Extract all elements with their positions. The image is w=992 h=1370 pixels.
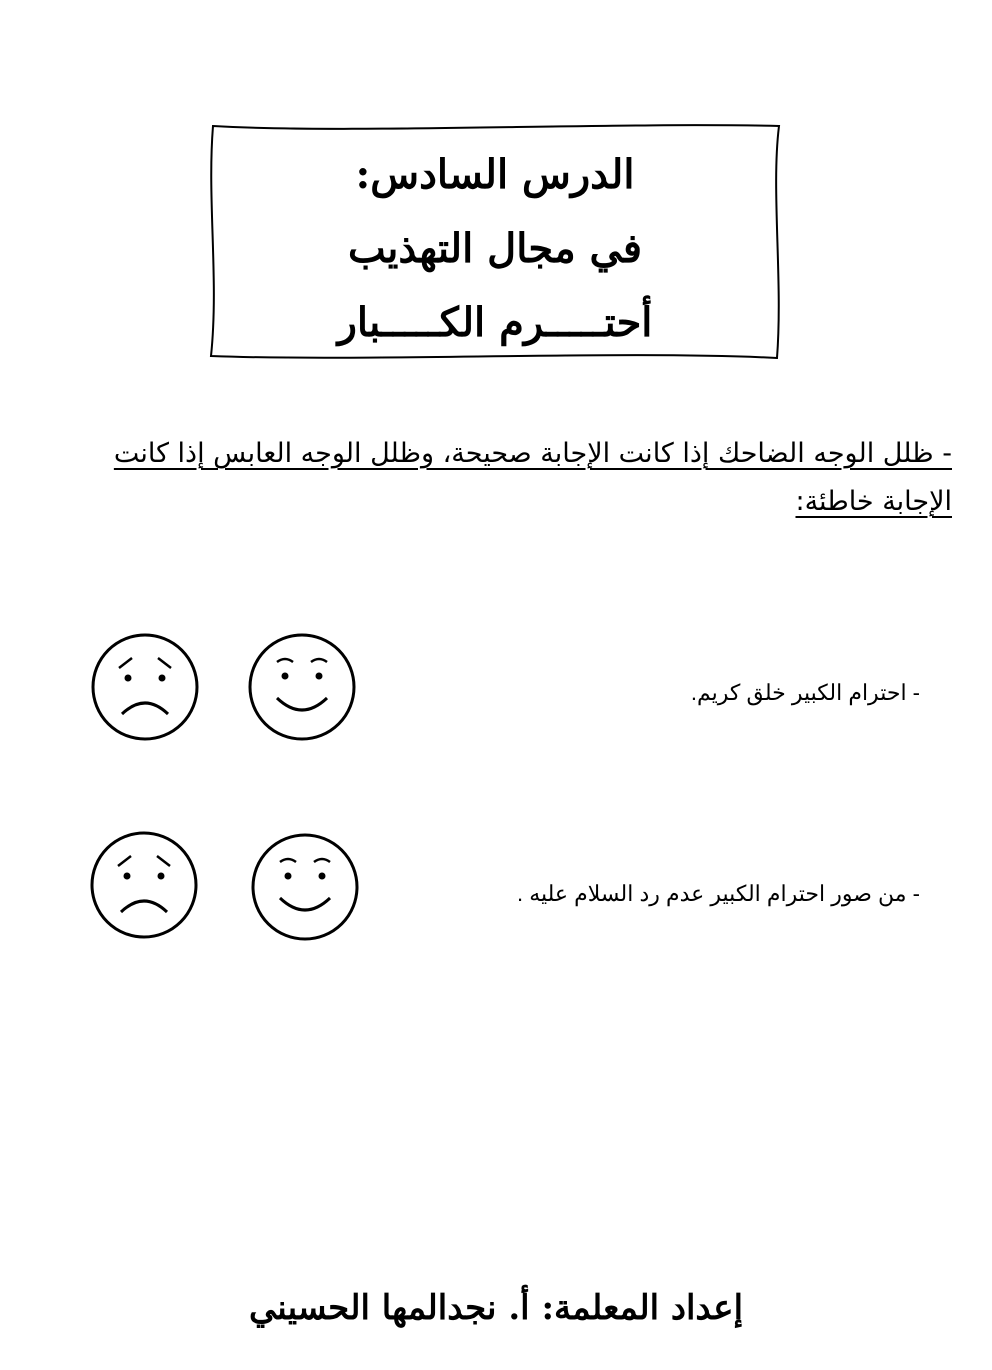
smiley-face-icon[interactable] [250,832,360,942]
title-box [205,120,785,365]
smiley-face-icon[interactable] [247,632,357,742]
question-2-text: - من صور احترام الكبير عدم رد السلام عليه . [516,881,920,906]
teacher-credit: إعداد المعلمة: أ. نجدالمها الحسيني [248,1288,744,1328]
instruction-text: - ظلل الوجه الضاحك إذا كانت الإجابة صحيحة، وظلل الوجه العابس إذا كانت الإجابة خاطئة: [113,438,952,517]
lesson-topic-title: أحتـــــرم الكـــــبار [337,299,653,346]
sad-face-icon[interactable] [89,830,199,940]
lesson-number-title: الدرس السادس: [355,151,635,198]
sad-face-icon[interactable] [90,632,200,742]
question-1-text: - احترام الكبير خلق كريم. [690,680,920,705]
lesson-domain-title: في مجال التهذيب [347,225,643,272]
